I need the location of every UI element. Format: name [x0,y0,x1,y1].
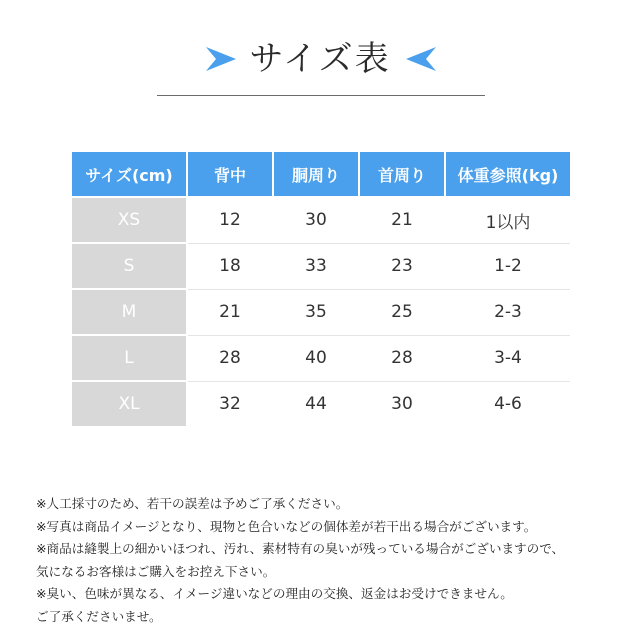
header-chest: 胴周り [274,152,358,196]
table-row [72,198,570,244]
table-cell: 21 [391,210,413,230]
table-cell: 18 [219,256,241,276]
note-line: ※臭い、色味が異なる、イメージ違いなどの理由の交換、返金はお受けできません。 [36,586,513,601]
header-size: サイズ(cm) [72,152,186,196]
table-cell: 1以内 [485,212,531,233]
title-divider [157,95,485,96]
notes-section [36,493,626,628]
chevron-left-icon [404,44,438,74]
table-cell: 30 [305,210,327,230]
size-label: XL [72,382,186,426]
table-cell: 40 [305,348,327,368]
note-line: 気になるお客様はご購入をお控え下さい。 [36,563,276,579]
table-cell: 35 [305,302,327,322]
size-table [72,152,570,424]
table-cell: 28 [391,348,413,368]
size-label: S [72,244,186,288]
title-area [0,34,640,84]
table-row [72,244,570,290]
table-cell: 3-4 [494,348,522,368]
size-label: M [72,290,186,334]
table-cell: 4-6 [494,394,522,414]
table-cell: 1-2 [494,256,522,276]
table-cell: 32 [219,394,241,414]
header-back: 背中 [188,152,272,196]
note-line: ご了承くださいませ。 [36,608,162,624]
table-cell: 44 [305,394,327,414]
table-cell: 25 [391,302,413,322]
header-weight: 体重参照(kg) [446,152,570,196]
table-cell: 33 [305,256,327,276]
table-cell: 23 [391,256,413,276]
table-row [72,290,570,336]
header-neck: 首周り [360,152,444,196]
table-cell: 12 [219,210,241,230]
table-row [72,336,570,382]
page-title: サイズ表 [249,39,391,79]
note-line: ※人工採寸のため、若干の誤差は予めご了承ください。 [36,496,349,511]
note-line: ※商品は縫製上の細かいほつれ、汚れ、素材特有の臭いが残っている場合がございますので、 [36,541,565,556]
size-label: XS [72,198,186,242]
table-cell: 2-3 [494,302,522,322]
table-cell: 28 [219,348,241,368]
note-line: ※写真は商品イメージとなり、現物と色合いなどの個体差が若干出る場合がございます。 [36,518,537,534]
table-cell: 30 [391,394,413,414]
table-header-row [72,152,570,198]
size-label: L [72,336,186,380]
table-cell: 21 [219,302,241,322]
table-row [72,382,570,428]
